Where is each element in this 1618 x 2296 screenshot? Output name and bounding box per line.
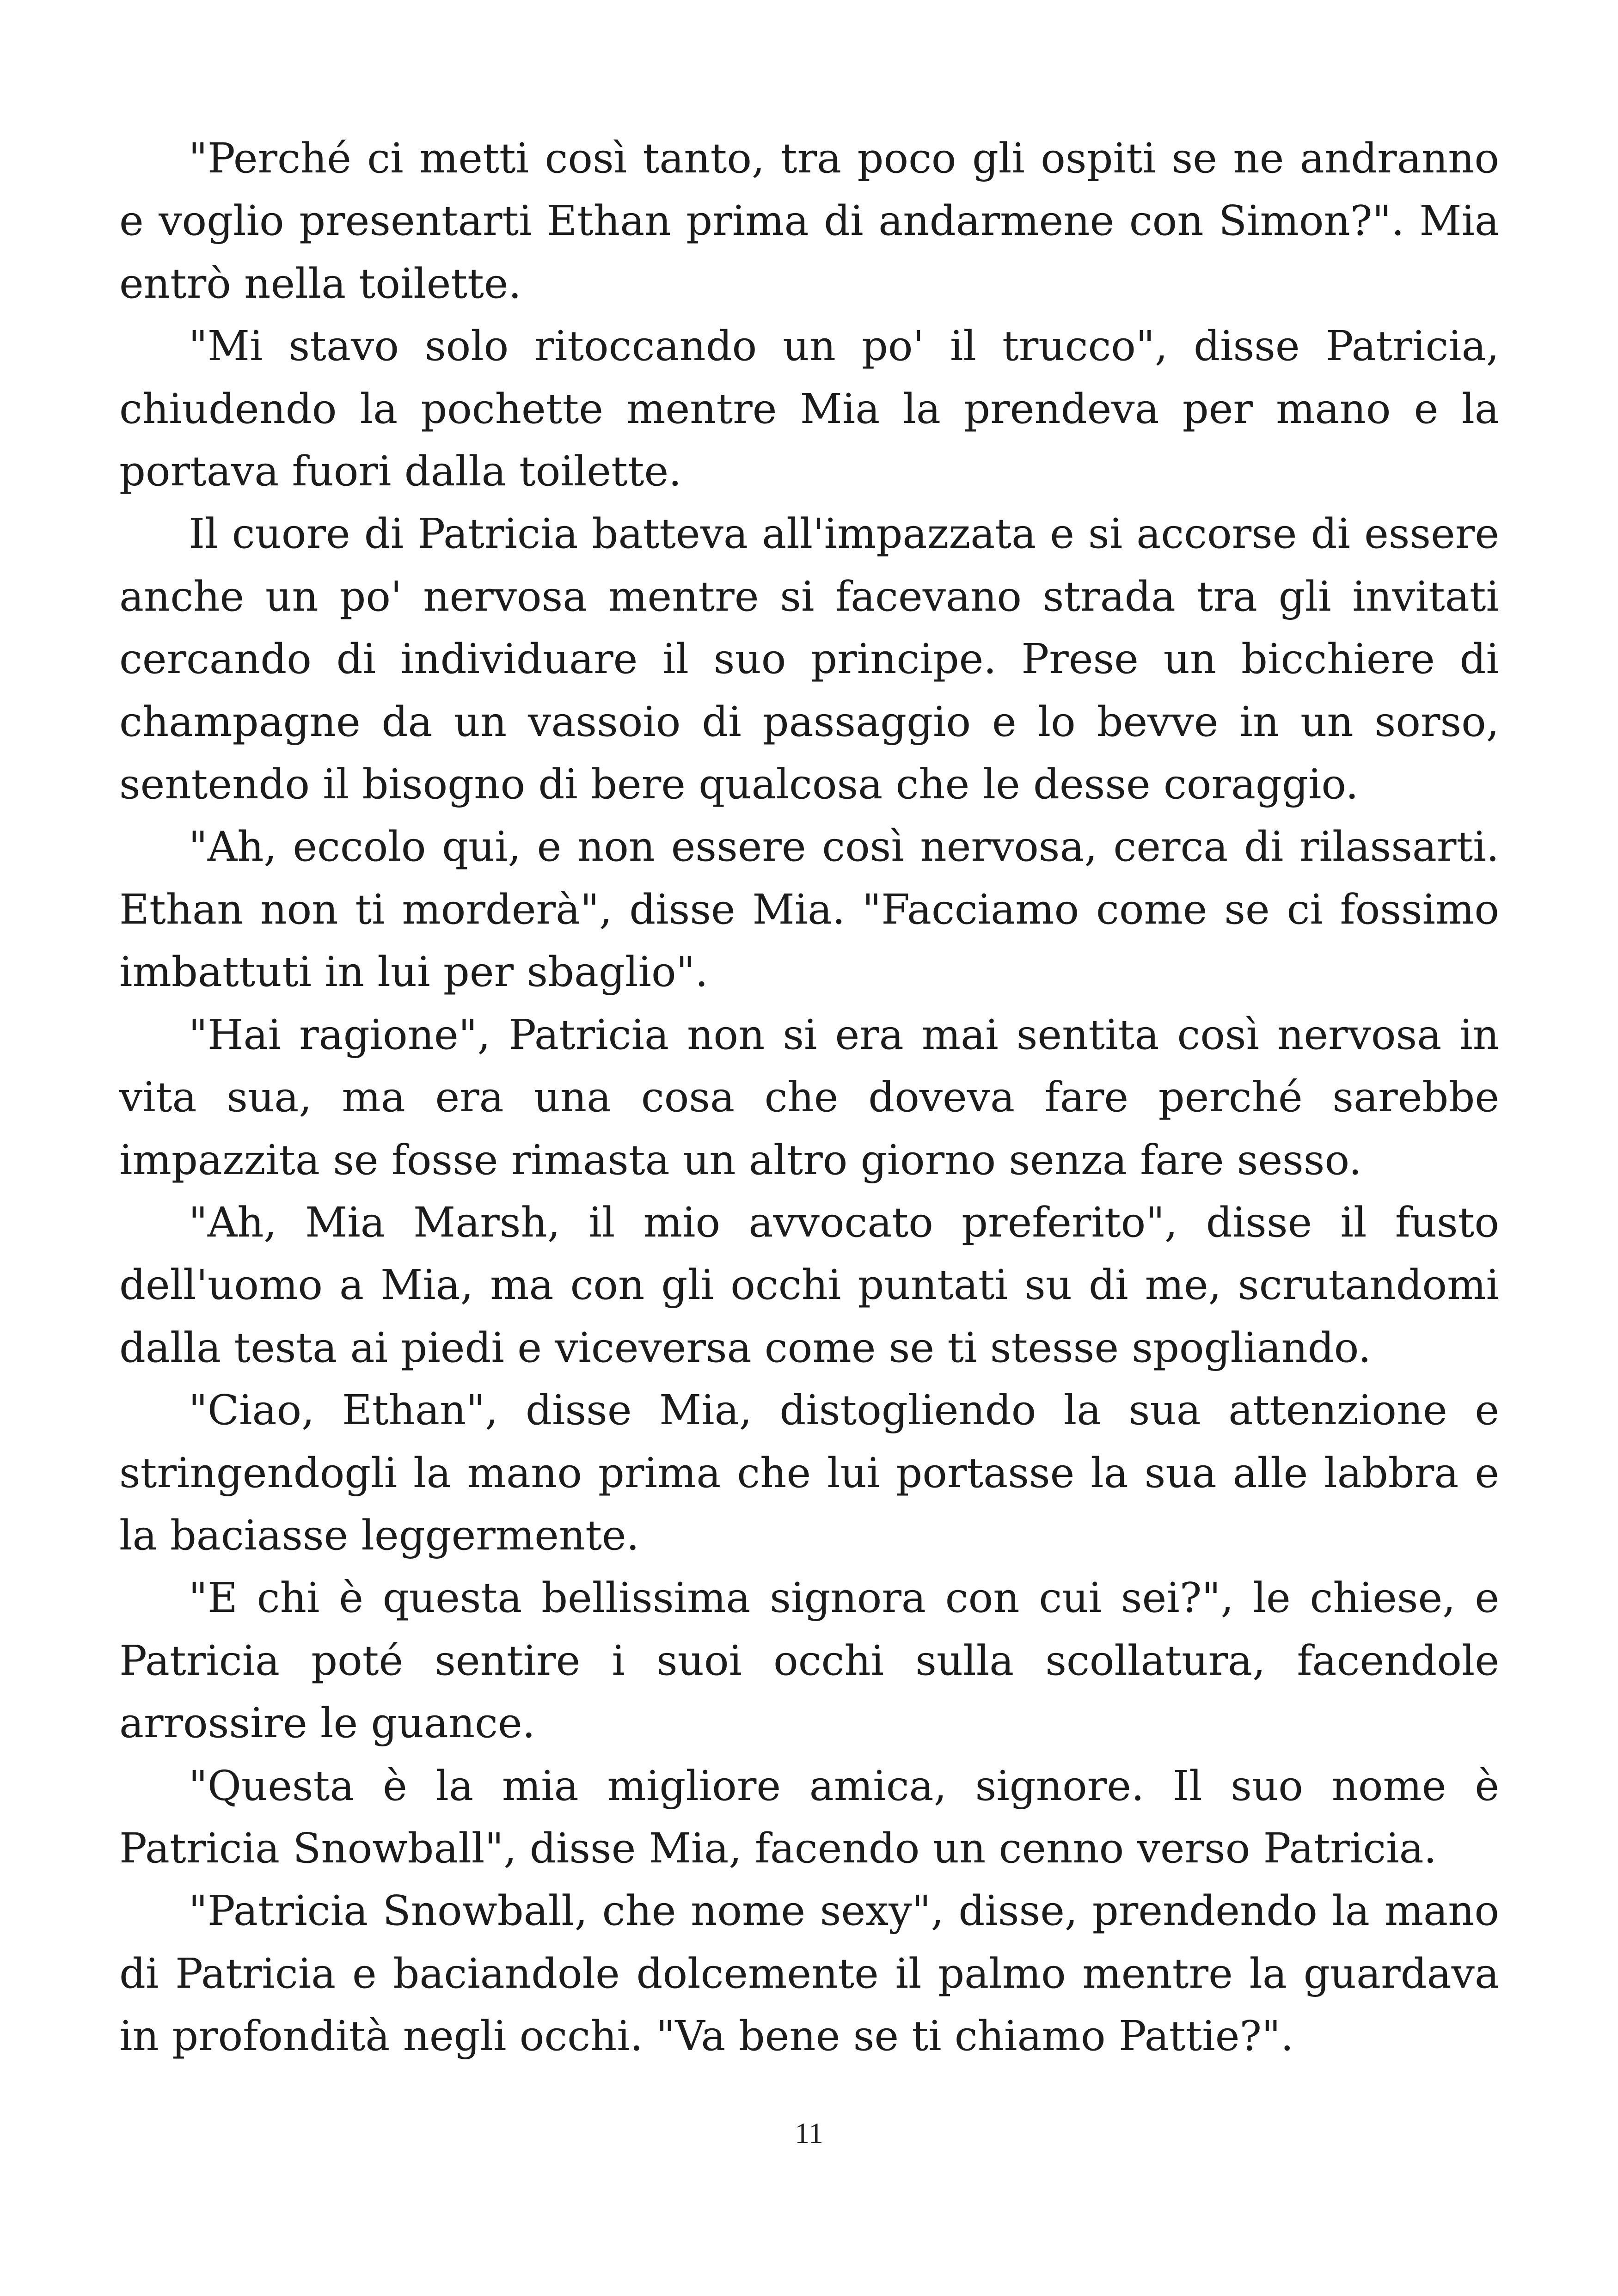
paragraph: "Ciao, Ethan", disse Mia, distogliendo la sua attenzione e stringendogli la mano prima che lui portasse la sua alle labbra e la baciasse leggermente. (119, 1386, 1499, 1559)
paragraph: "Hai ragione", Patricia non si era mai sentita così nervosa in vita sua, ma era una cosa che doveva fare perché sarebbe impazzita se fosse rimasta un altro giorno senza fare sesso. (119, 1010, 1499, 1184)
paragraph: "E chi è questa bellissima signora con cui sei?", le chiese, e Patricia poté sentire i suoi occhi sulla scollatura, facendole arrossire le guance. (119, 1574, 1499, 1747)
paragraph: "Ah, Mia Marsh, il mio avvocato preferito", disse il fusto dell'uomo a Mia, ma con gli occhi puntati su di me, scrutandomi dalla testa ai piedi e viceversa come se ti stesse spogliando. (119, 1198, 1499, 1371)
paragraph: "Mi stavo solo ritoccando un po' il trucco", disse Patricia, chiudendo la pochette mentre Mia la prendeva per mano e la portava fuori dalla toilette. (119, 322, 1499, 496)
paragraph: "Patricia Snowball, che nome sexy", disse, prendendo la mano di Patricia e baciandole dolcemente il palmo mentre la guardava in profondità negli occhi. "Va bene se ti chiamo Pattie?". (119, 1886, 1499, 2060)
page-number: 11 (795, 2117, 823, 2149)
paragraph: "Perché ci metti così tanto, tra poco gli ospiti se ne andranno e voglio presentarti Ethan prima di andarmene con Simon?". Mia entrò nella toilette. (119, 134, 1499, 307)
paragraph: Il cuore di Patricia batteva all'impazzata e si accorse di essere anche un po' nervosa mentre si facevano strada tra gli invitati cercando di individuare il suo principe. Prese un bicchiere di champagne da un vassoio di passaggio e lo bevve in un sorso, sentendo il bisogno di bere qualcosa che le desse coraggio. (119, 509, 1499, 808)
page-text (119, 127, 1499, 2068)
paragraph: "Questa è la mia migliore amica, signore. Il suo nome è Patricia Snowball", disse Mia, facendo un cenno verso Patricia. (119, 1761, 1499, 1872)
paragraph: "Ah, eccolo qui, e non essere così nervosa, cerca di rilassarti. Ethan non ti morderà", disse Mia. "Facciamo come se ci fossimo imbattuti in lui per sbaglio". (119, 822, 1499, 996)
